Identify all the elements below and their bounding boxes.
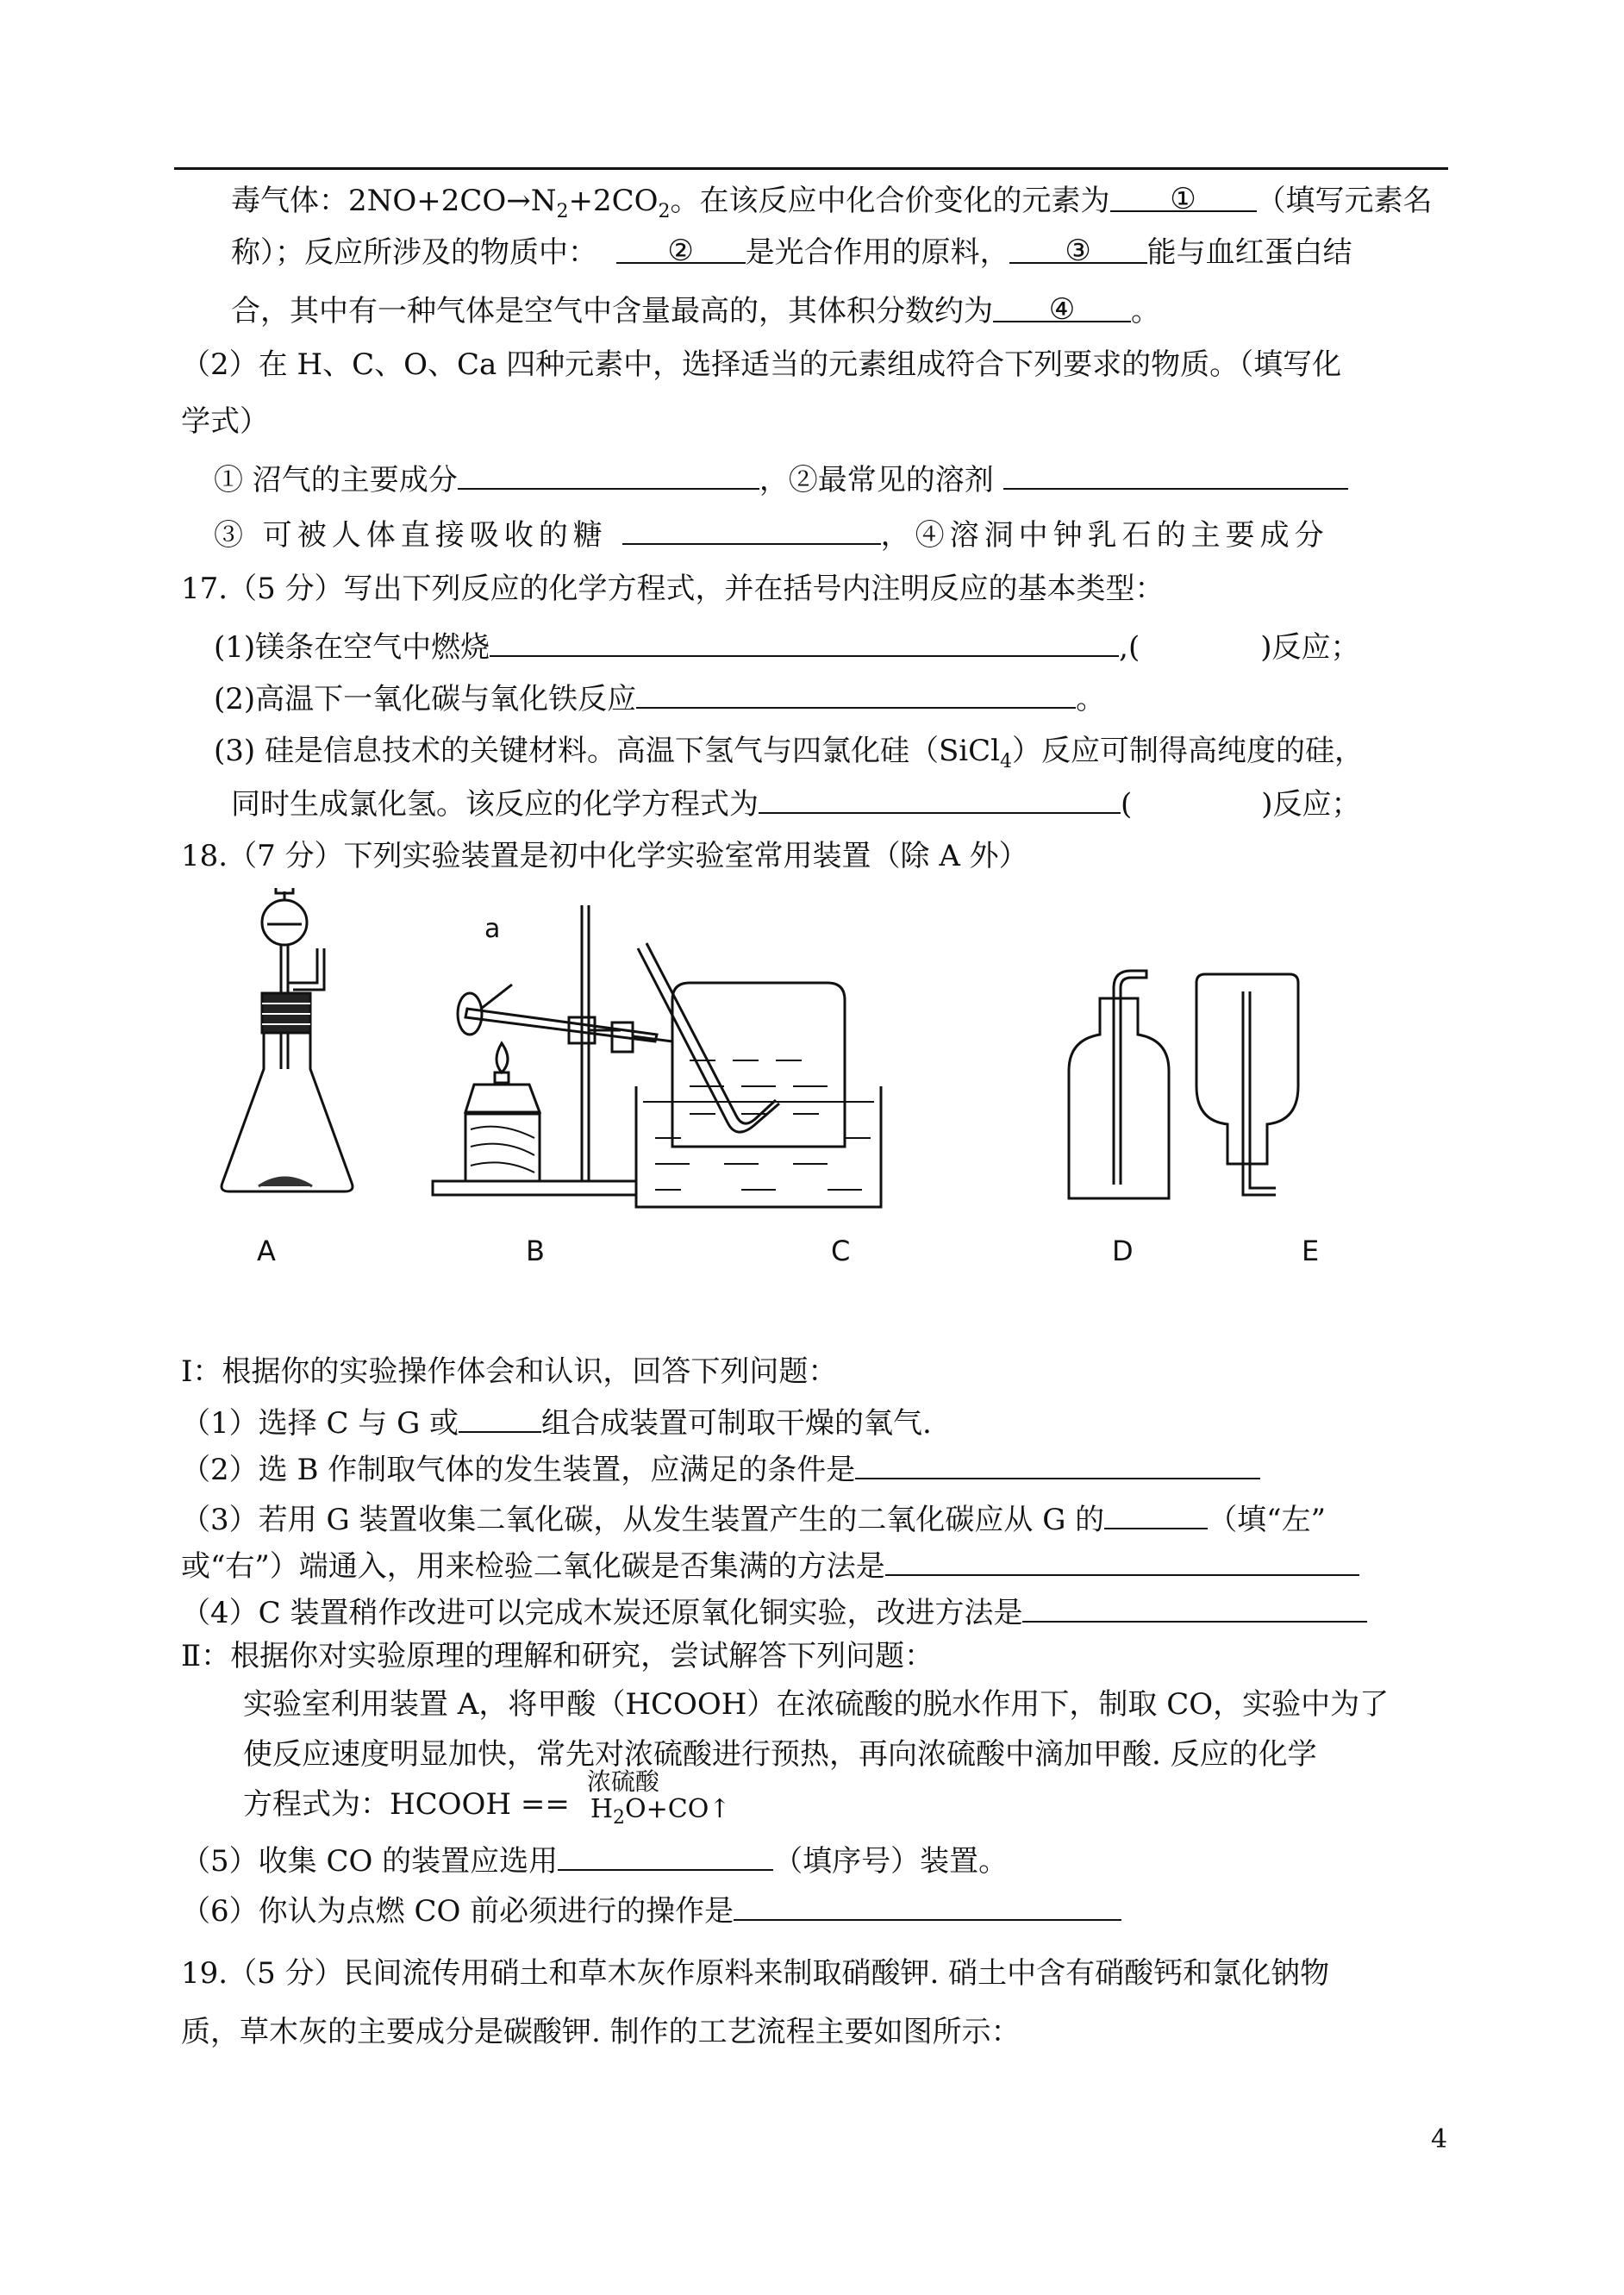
q16-line2: 称）；反应所涉及的物质中： ② 是光合作用的原料， ③ 能与血红蛋白结 — [231, 234, 1352, 270]
q18-part1-heading: Ⅰ：根据你的实验操作体会和认识，回答下列问题： — [181, 1354, 838, 1389]
blank-17-1[interactable] — [490, 626, 1119, 657]
q17-item1: (1)镁条在空气中燃烧 ,( )反应； — [214, 626, 1360, 667]
blank-18-1[interactable] — [459, 1402, 541, 1433]
q17-item3-line2: 同时生成氯化氢。该反应的化学方程式为 ( )反应； — [231, 783, 1361, 824]
q16-row1: ① 沼气的主要成分 ，②最常见的溶剂 — [214, 459, 1348, 500]
reaction-condition: 浓硫酸 $H_2O+CO↑$ — [586, 1767, 731, 1829]
q18-i5: （5）收集 CO 的装置应选用 （填序号）装置。 — [181, 1840, 1008, 1881]
q17-heading: 17.（5 分）写出下列反应的化学方程式，并在括号内注明反应的基本类型： — [181, 572, 1165, 606]
apparatus-figure — [207, 888, 1414, 1285]
q17-item2: (2)高温下一氧化碳与氧化铁反应 。 — [214, 678, 1105, 719]
q19-line2: 质，草木灰的主要成分是碳酸钾. 制作的工艺流程主要如图所示： — [181, 2015, 1021, 2049]
q18-i3-line1: （3）若用 G 装置收集二氧化碳，从发生装置产生的二氧化碳应从 G 的 （填“左” — [181, 1498, 1326, 1540]
header-rule — [174, 167, 1448, 170]
q18-i6: （6）你认为点燃 CO 前必须进行的操作是 — [181, 1890, 1121, 1931]
blank-3[interactable]: ③ — [1009, 233, 1147, 264]
blank-4[interactable]: ④ — [993, 291, 1131, 322]
label-a-test-tube: a — [484, 914, 501, 944]
q18-i4: （4）C 装置稍作改进可以完成木炭还原氧化铜实验，改进方法是 — [181, 1591, 1367, 1633]
blank-methane[interactable] — [458, 459, 759, 490]
q16-line1: 毒气体：$2NO+2CO\to N_2+2CO_2$。在该反应中化合价变化的元素为 ① （填写元素名 — [231, 182, 1433, 222]
q18-i2: （2）选 B 作制取气体的发生装置，应满足的条件是 — [181, 1448, 1260, 1490]
q18-part2-heading: Ⅱ：根据你对实验原理的理解和研究，尝试解答下列问题： — [181, 1639, 934, 1673]
label-apparatus-d: D — [1112, 1235, 1134, 1267]
blank-2[interactable]: ② — [616, 233, 746, 264]
q18-i3-line2: 或“右”）端通入，用来检验二氧化碳是否集满的方法是 — [181, 1545, 1359, 1586]
blank-18-3b[interactable] — [885, 1545, 1359, 1576]
q18-i1: （1）选择 C 与 G 或 组合成装置可制取干燥的氧气. — [181, 1402, 932, 1443]
apparatus-a-flask — [222, 888, 353, 1191]
blank-18-4[interactable] — [1022, 1591, 1367, 1623]
q16-line3: 合，其中有一种气体是空气中含量最高的，其体积分数约为 ④ 。 — [231, 292, 1160, 328]
blank-17-2[interactable] — [636, 678, 1076, 709]
blank-18-2[interactable] — [855, 1448, 1260, 1479]
blank-sugar[interactable] — [622, 514, 881, 545]
label-apparatus-c: C — [831, 1235, 851, 1267]
blank-1[interactable]: ① — [1110, 181, 1257, 212]
q18-ii-line2: 使反应速度明显加快，常先对浓硫酸进行预热，再向浓硫酸中滴加甲酸. 反应的化学 — [243, 1737, 1317, 1772]
blank-18-3a[interactable] — [1104, 1498, 1208, 1529]
q19-line1: 19.（5 分）民间流传用硝土和草木灰作原料来制取硝酸钾. 硝土中含有硝酸钙和氯化钠物 — [181, 1956, 1330, 1991]
q18-heading: 18.（7 分）下列实验装置是初中化学实验室常用装置（除 A 外） — [181, 839, 1028, 873]
blank-17-3[interactable] — [759, 783, 1121, 814]
q18-ii-line1: 实验室利用装置 A，将甲酸（HCOOH）在浓硫酸的脱水作用下，制取 CO，实验中为了 — [243, 1687, 1390, 1722]
q16-part2-line2: 学式） — [181, 404, 269, 439]
blank-solvent[interactable] — [1003, 459, 1348, 490]
q16-row2: ③ 可被人体直接吸收的糖 ，④溶洞中钟乳石的主要成分 — [214, 514, 1329, 555]
blank-18-6[interactable] — [734, 1890, 1121, 1921]
page-number: 4 — [1431, 2124, 1448, 2154]
apparatus-d-bottle — [1069, 971, 1169, 1198]
apparatus-e-inverted-bottle — [1196, 974, 1298, 1195]
q18-ii-equation: 方程式为：HCOOH == 浓硫酸 $H_2O+CO↑$ — [243, 1767, 731, 1829]
label-apparatus-a: A — [257, 1235, 276, 1267]
label-apparatus-b: B — [526, 1235, 545, 1267]
blank-18-5[interactable] — [558, 1840, 773, 1871]
q16-part2-line1: （2）在 H、C、O、Ca 四种元素中，选择适当的元素组成符合下列要求的物质。（填写化 — [181, 347, 1342, 382]
q17-item3-line1: (3) 硅是信息技术的关键材料。高温下氢气与四氯化硅（SiCl$_4$）反应可制得高纯度的硅， — [214, 734, 1365, 772]
label-apparatus-e: E — [1302, 1235, 1320, 1267]
